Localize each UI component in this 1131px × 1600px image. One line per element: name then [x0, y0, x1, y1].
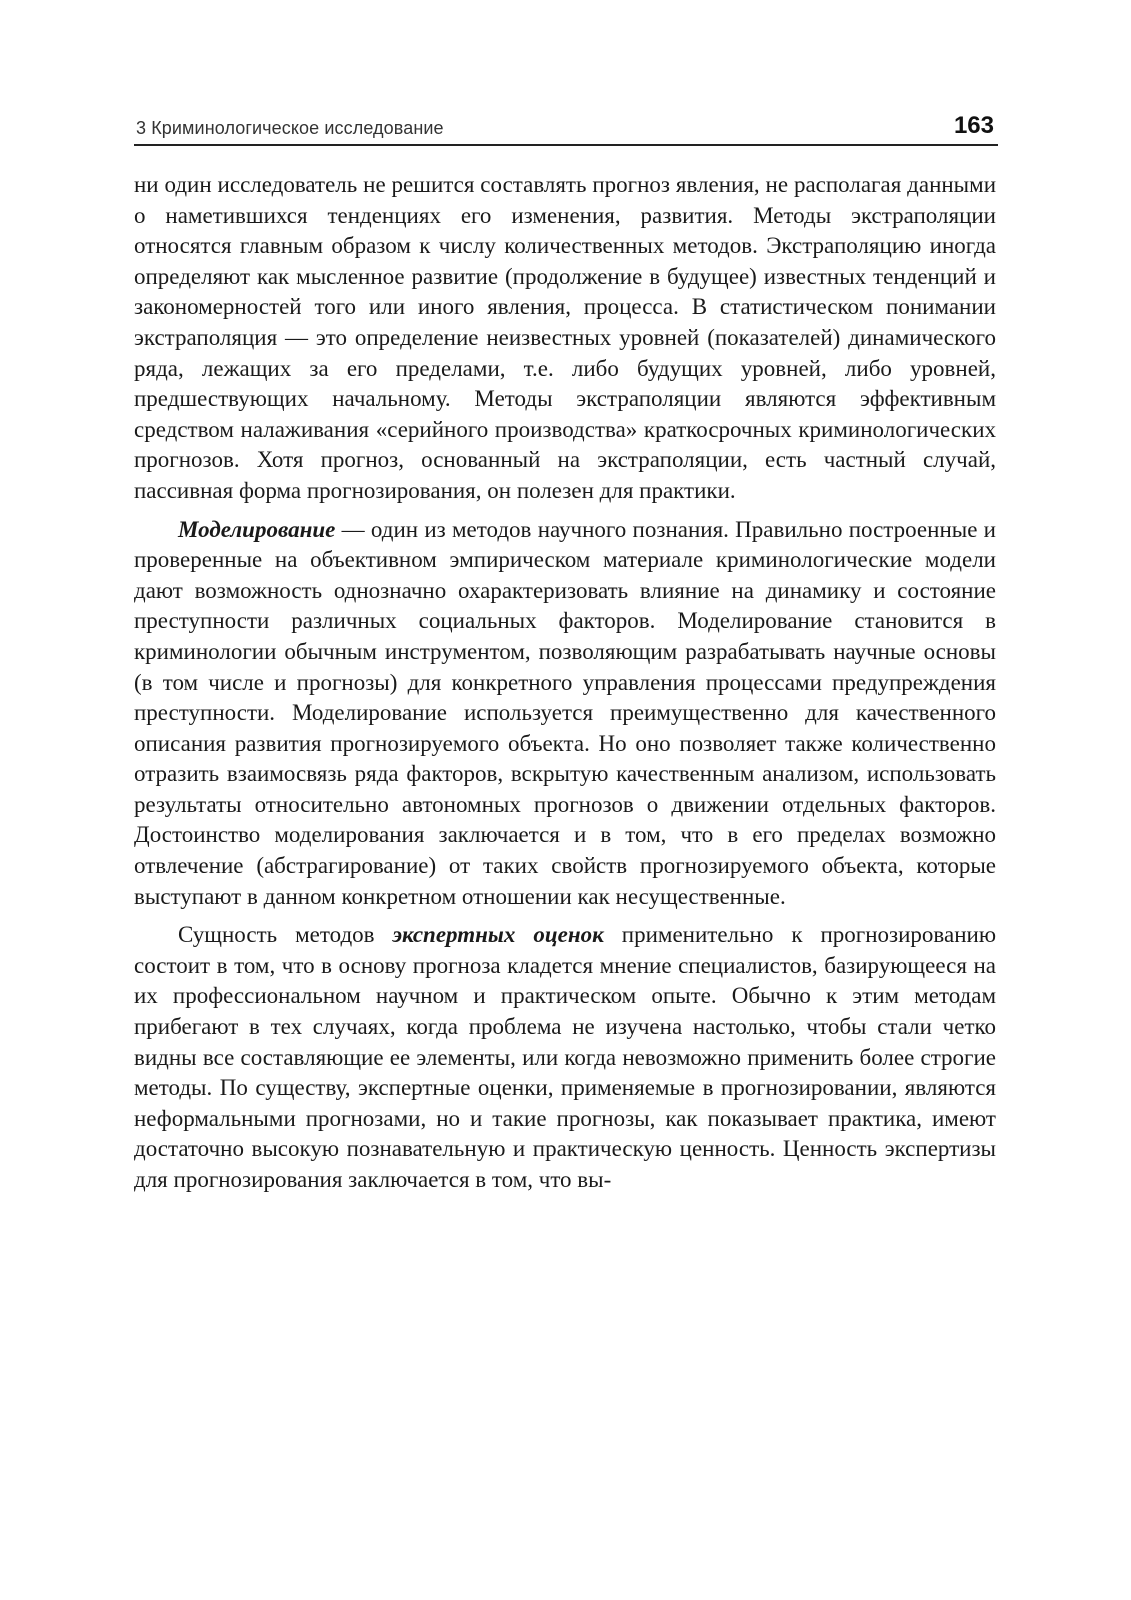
term-modeling: Моделирование: [178, 516, 336, 542]
paragraph-extrapolation: ни один исследователь не решится составлять прогноз явления, не располагая данными о наметившихся тенденциях его изменения, развития. Методы экстраполяции относятся главным образом к числу количественных методов. Экстраполяцию иногда определяют как мысленное развитие (продолжение в будущее) известных тенденций и закономерностей того или иного явления, процесса. В статистическом понимании экстраполяция — это определение неизвестных уровней (показателей) динамического ряда, лежащих за его пределами, т.е. либо будущих уровней, либо уровней, предшествующих начальному. Методы экстраполяции являются эффективным средством налаживания «серийного производства» краткосрочных криминологических прогнозов. Хотя прогноз, основанный на экстраполяции, есть частный случай, пассивная форма прогнозирования, он полезен для практики.: [134, 172, 996, 503]
paragraph-modeling: [134, 515, 996, 913]
paragraph-body: применительно к прогнозированию состоит в том, что в основу прогноза кладется мнение специалистов, базирующееся на их профессиональном научном и практическом опыте. Обычно к этим методам прибегают в тех случаях, когда проблема не изучена настолько, чтобы стали четко видны все составляющие ее элементы, или когда невозможно применить более строгие методы. По существу, экспертные оценки, применяемые в прогнозировании, являются неформальными прогнозами, но и такие прогнозы, как показывает практика, имеют достаточно высокую познавательную и практическую ценность. Ценность экспертизы для прогнозирования заключается в том, что вы-: [134, 922, 996, 1192]
paragraph-body: — один из методов научного познания. Правильно построенные и проверенные на объективном эмпирическом материале криминологические модели дают возможность однозначно охарактеризовать влияние на динамику и состояние преступности различных социальных факторов. Моделирование становится в криминологии обычным инструментом, позволяющим разрабатывать научные основы (в том числе и прогнозы) для конкретного управления процессами предупреждения преступности. Моделирование используется преимущественно для качественного описания развития прогнозируемого объекта. Но оно позволяет также количественно отразить взаимосвязь ряда факторов, вскрытую качественным анализом, использовать результаты относительно автономных прогнозов о движении отдельных факторов. Достоинство моделирования заключается и в том, что в его пределах возможно отвлечение (абстрагирование) от таких свойств прогнозируемого объекта, которые выступают в данном конкретном отношении как несущественные.: [134, 516, 996, 909]
body-text: [134, 170, 996, 1196]
paragraph-expert-assessment: [134, 920, 996, 1195]
term-expert-assessment: экспертных оценок: [392, 922, 604, 948]
running-header: [134, 110, 998, 146]
section-title: 3 Криминологическое исследование: [136, 118, 444, 138]
paragraph-lead: Сущность методов: [178, 922, 393, 948]
page-number: 163: [953, 112, 994, 139]
